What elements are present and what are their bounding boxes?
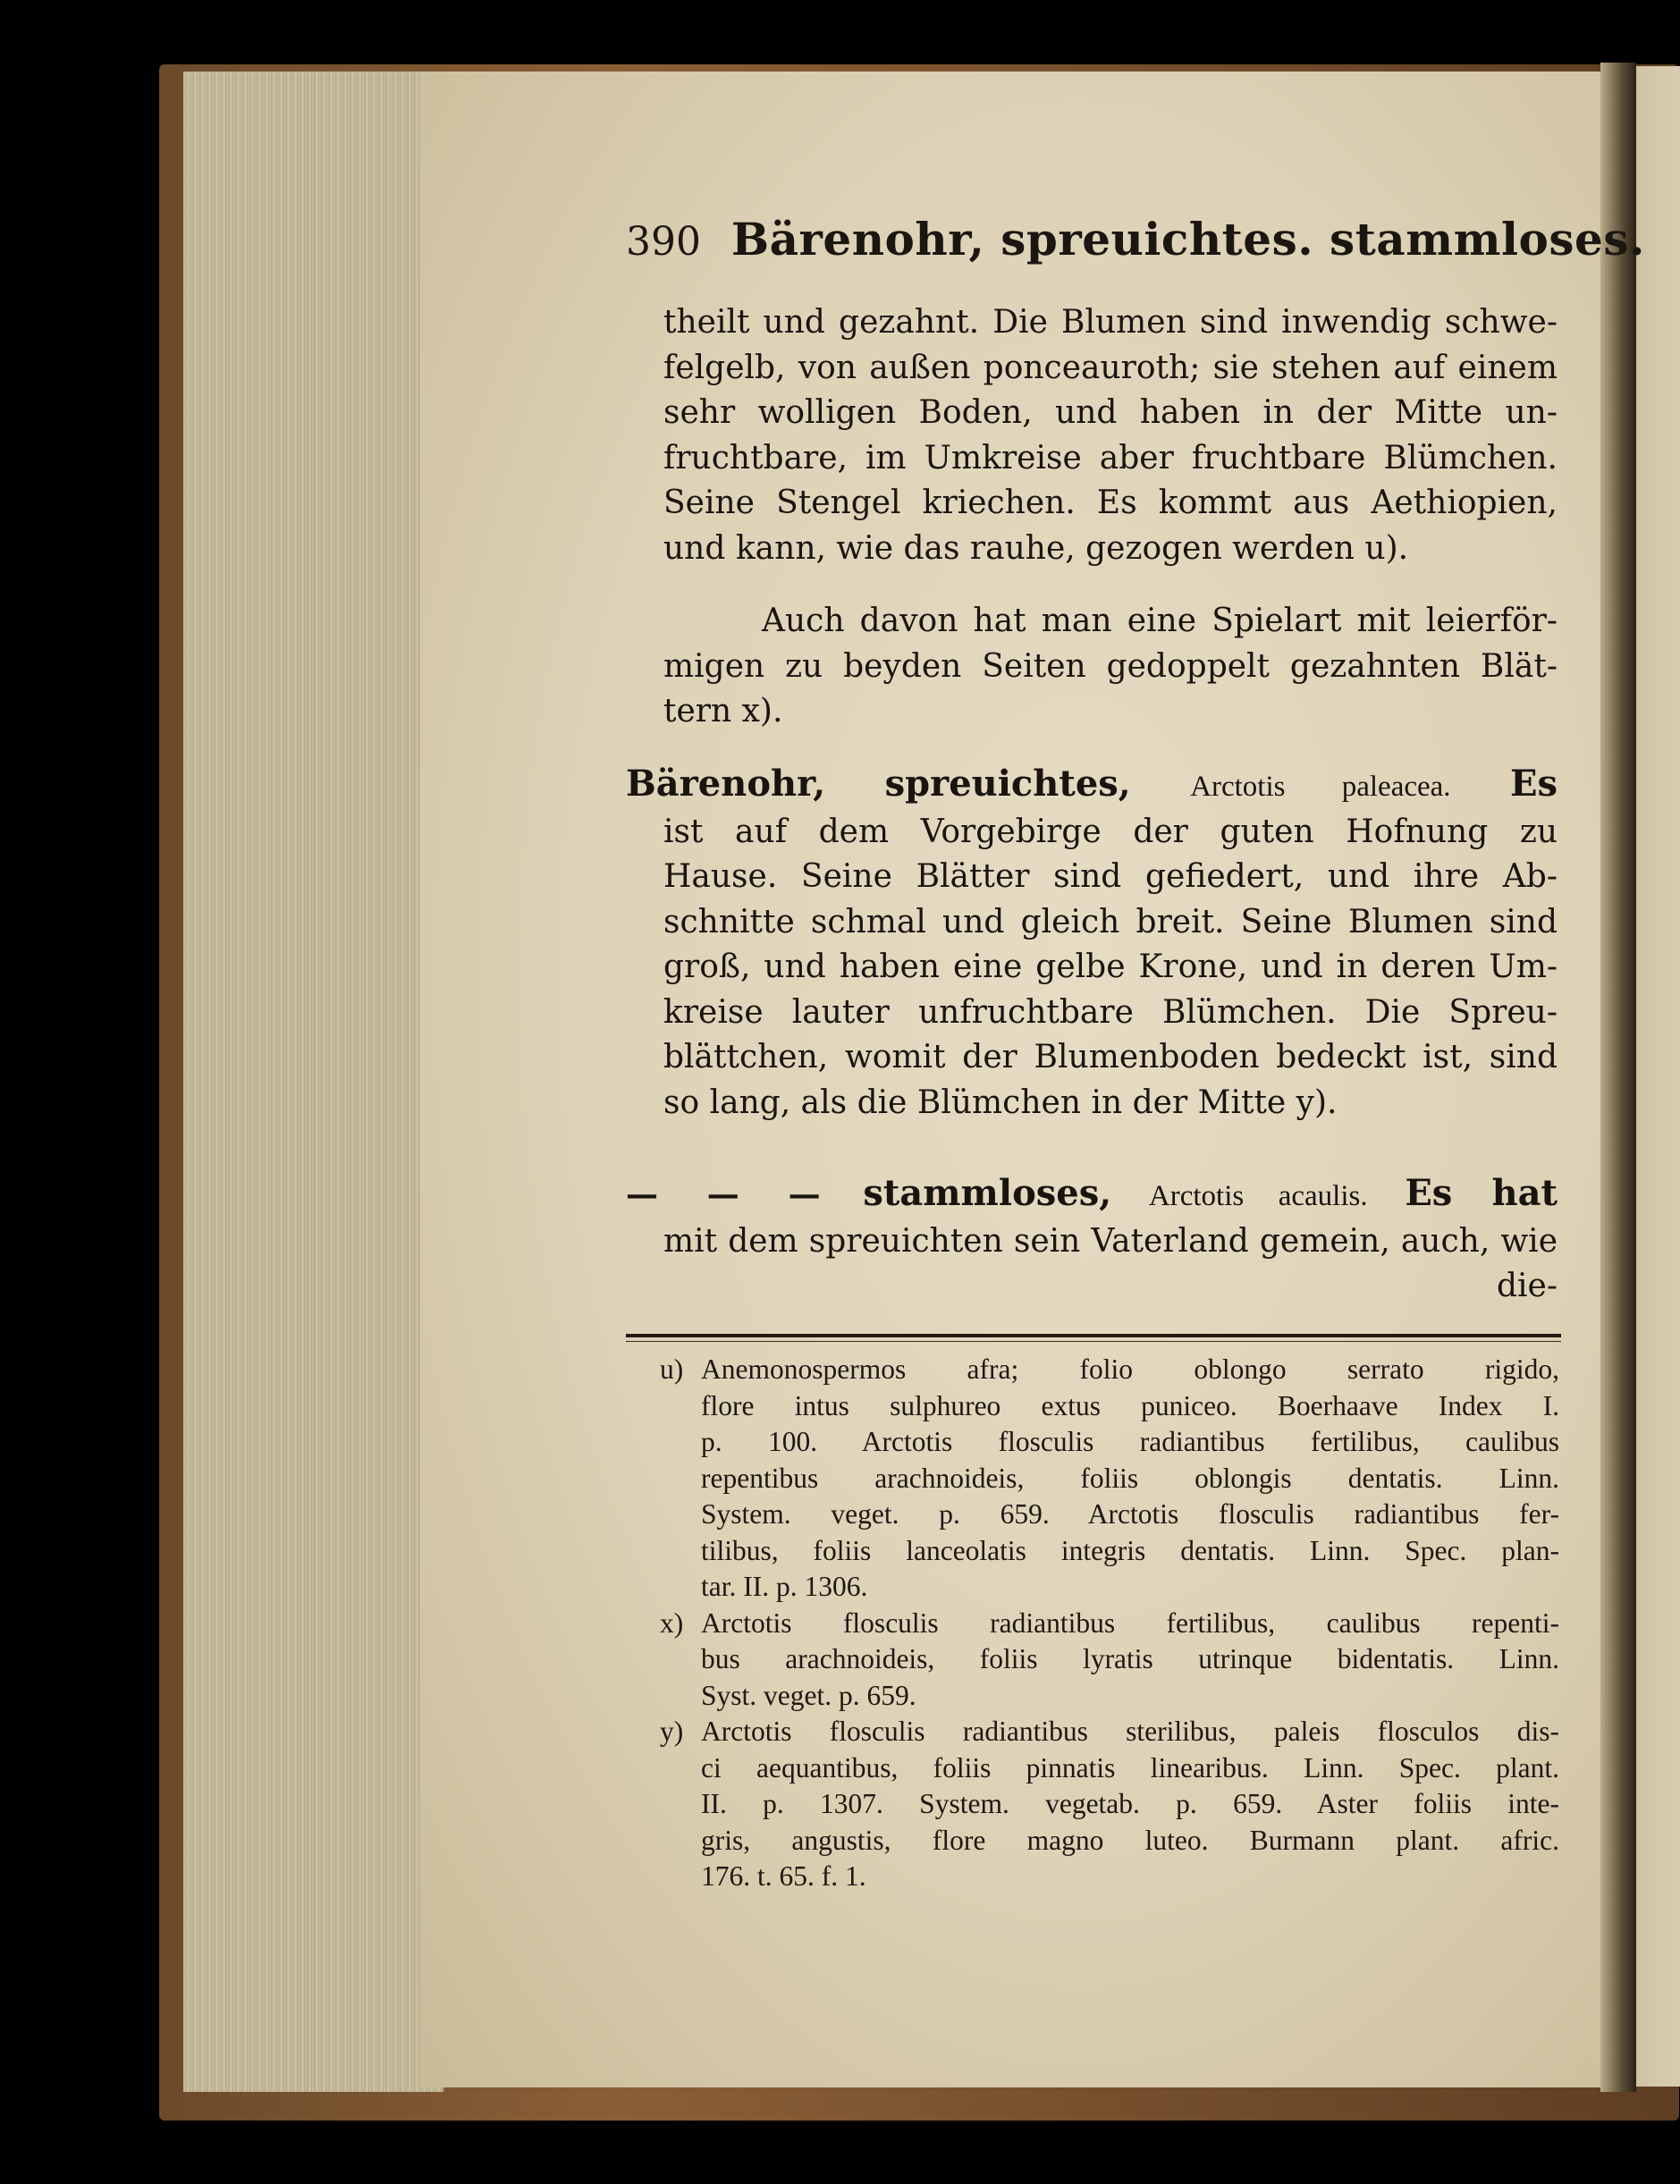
entry-lemma: Bärenohr, bbox=[626, 763, 826, 805]
entry-arctotis-paleacea bbox=[626, 762, 1558, 1126]
text-line: ist auf dem Vorgebirge der guten Hofnung zu bbox=[663, 813, 1558, 850]
text-line: migen zu beyden Seiten gedoppelt gezahnten Blät- bbox=[663, 647, 1558, 685]
paragraph-1 bbox=[663, 300, 1558, 571]
footnote-u bbox=[660, 1352, 1559, 1606]
entry-lemma-word: stammloses, bbox=[863, 1172, 1112, 1214]
text-line: felgelb, von außen ponceauroth; sie stehen auf einem bbox=[663, 349, 1558, 386]
text-line: tern x). bbox=[663, 693, 783, 729]
entry-lemma-word: spreuichtes, bbox=[884, 763, 1131, 805]
footnote-line: bus arachnoideis, foliis lyratis utrinque bidentatis. Linn. bbox=[701, 1643, 1559, 1674]
text-line: sehr wolligen Boden, und haben in der Mitte un- bbox=[663, 394, 1558, 431]
text-line: schnitte schmal und gleich breit. Seine Blumen sind bbox=[663, 903, 1558, 940]
entry-body bbox=[626, 1219, 1558, 1310]
footnote-line: ci aequantibus, foliis pinnatis linearibus. Linn. Spec. plant. bbox=[701, 1751, 1559, 1783]
entry-heading-line bbox=[626, 1171, 1558, 1219]
footnote-y bbox=[660, 1714, 1559, 1895]
entry-body bbox=[626, 810, 1558, 1126]
footnote-line: Arctotis flosculis radiantibus fertilibus, caulibus repenti- bbox=[701, 1606, 1559, 1639]
page-number: 390 bbox=[626, 219, 701, 265]
facing-page-edge bbox=[1636, 66, 1680, 2087]
footnote-line: flore intus sulphureo extus puniceo. Boerhaave Index I. bbox=[701, 1389, 1559, 1421]
paragraph-2 bbox=[663, 599, 1558, 735]
footnote-line: 176. t. 65. f. 1. bbox=[701, 1860, 866, 1892]
footnote-rule bbox=[626, 1334, 1561, 1337]
text-fragment: Es bbox=[1509, 763, 1558, 805]
footnote-line: II. p. 1307. System. vegetab. p. 659. Aster foliis inte- bbox=[701, 1788, 1559, 1819]
footnote-marker: y) bbox=[660, 1716, 684, 1747]
text-line: blättchen, womit der Blumenboden bedeckt ist, sind bbox=[663, 1039, 1558, 1075]
footnote-line: tar. II. p. 1306. bbox=[701, 1571, 868, 1602]
latin-name: Arctotis paleacea. bbox=[1190, 771, 1451, 803]
text-fragment: Es hat bbox=[1405, 1172, 1558, 1214]
footnote-marker: x) bbox=[660, 1606, 684, 1639]
footnote-rule-thin bbox=[626, 1341, 1561, 1342]
entry-arctotis-acaulis bbox=[626, 1171, 1558, 1310]
footnote-line: Arctotis flosculis radiantibus sterilibus, paleis flosculos dis- bbox=[701, 1716, 1559, 1747]
footnote-line: Anemonospermos afra; folio oblongo serrato rigido, bbox=[701, 1353, 1559, 1385]
ditto-dashes: — — — bbox=[626, 1176, 826, 1213]
footnote-line: Syst. veget. p. 659. bbox=[701, 1679, 916, 1711]
book-gutter bbox=[1600, 63, 1636, 2092]
text-line: und kann, wie das rauhe, gezogen werden u). bbox=[663, 529, 1409, 567]
text-line: Hause. Seine Blätter sind gefiedert, und ihre Ab- bbox=[663, 858, 1558, 895]
text-line: mit dem spreuichten sein Vaterland gemein, auch, wie bbox=[663, 1222, 1558, 1260]
footnote-line: repentibus arachnoideis, foliis oblongis dentatis. Linn. bbox=[701, 1462, 1559, 1494]
text-line: so lang, als die Blümchen in der Mitte y). bbox=[663, 1084, 1338, 1121]
footnote-line: tilibus, foliis lanceolatis integris dentatis. Linn. Spec. plan- bbox=[701, 1534, 1559, 1566]
text-line: kreise lauter unfruchtbare Blümchen. Die Spreu- bbox=[663, 993, 1558, 1031]
footnote-line: p. 100. Arctotis flosculis radiantibus fertilibus, caulibus bbox=[701, 1426, 1559, 1457]
text-line: theilt und gezahnt. Die Blumen sind inwendig schwe- bbox=[663, 304, 1558, 341]
footnote-marker: u) bbox=[660, 1353, 684, 1385]
catchword: die- bbox=[1496, 1268, 1558, 1304]
page-edges bbox=[183, 72, 444, 2092]
entry-heading-line bbox=[626, 762, 1558, 810]
footnotes bbox=[660, 1352, 1559, 1895]
text-line: groß, und haben eine gelbe Krone, und in deren Um- bbox=[663, 949, 1558, 985]
running-header bbox=[626, 213, 1645, 275]
text-line: Auch davon hat man eine Spielart mit leierför- bbox=[762, 603, 1558, 639]
footnote-line: gris, angustis, flore magno luteo. Burmann plant. afric. bbox=[701, 1824, 1559, 1856]
text-line: fruchtbare, im Umkreise aber fruchtbare Blümchen. bbox=[663, 439, 1558, 476]
footnote-line: System. veget. p. 659. Arctotis flosculis radiantibus fer- bbox=[701, 1498, 1559, 1530]
latin-name: Arctotis acaulis. bbox=[1148, 1180, 1368, 1212]
text-line: Seine Stengel kriechen. Es kommt aus Aethiopien, bbox=[663, 485, 1558, 521]
header-title: Bärenohr, spreuichtes. stammloses. bbox=[730, 213, 1645, 266]
footnote-x bbox=[660, 1606, 1559, 1715]
